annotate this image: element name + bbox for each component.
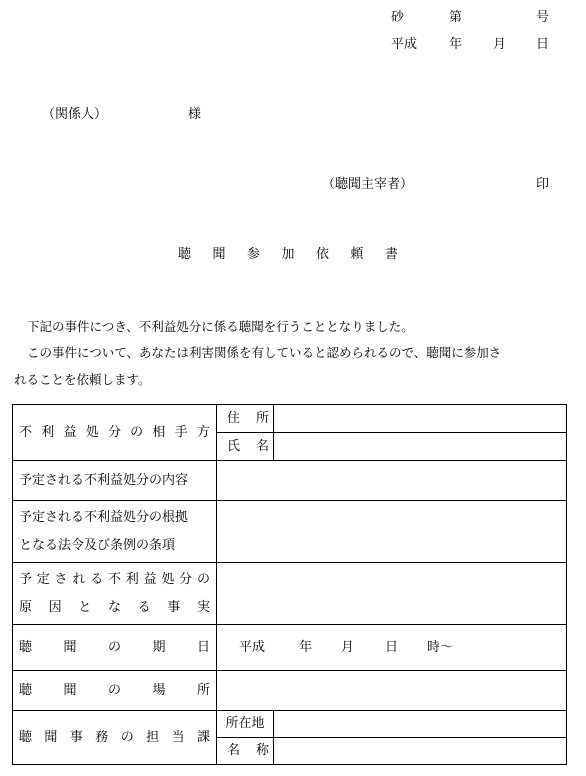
title-char: 参 [246,247,260,262]
label-char: の [130,424,144,440]
name-sublabel [217,433,274,461]
label-char: 担 [146,729,160,745]
label-char: の [120,729,134,745]
label-char: 聴 [19,729,33,745]
label-char: 聞 [63,682,77,698]
office-name-field[interactable] [274,738,567,765]
label-char: 不 [107,571,121,587]
body-paragraph-2-line-1: この事件について、あなたは利害関係を有していると認められるので、聴聞に参加さ [27,345,502,360]
label-char: 日 [196,639,210,655]
label-char: 方 [196,424,210,440]
hearing-date-time: 時～ [427,639,454,655]
label-char: 名 [255,438,269,454]
cause-facts-label [13,563,217,625]
sender-label: （聴聞主宰者） [322,177,414,192]
hearing-place-label [13,671,217,711]
table-row [13,501,567,563]
label-char: 所 [255,410,269,426]
label-char: る [137,599,151,615]
label-char: 分 [179,571,193,587]
cause-facts-field[interactable] [217,563,567,625]
label-char: 処 [85,424,99,440]
label-char: 当 [171,729,185,745]
label-char: れ [72,571,86,587]
title-char: 頼 [350,247,364,262]
hearing-date-label [13,625,217,671]
label-char: の [107,639,121,655]
number-prefix: 砂 [391,10,405,25]
legal-basis-field[interactable] [217,501,567,563]
date-day: 日 [536,37,550,52]
body-paragraph-2-line-2: れることを依頼します。 [14,372,151,387]
label-char: 利 [125,571,139,587]
label-char: 不 [19,424,33,440]
legal-basis-label-line-1: 予定される不利益処分の根拠 [19,509,189,525]
number-go: 号 [536,10,550,25]
label-char: 聞 [63,639,77,655]
body-paragraph-1: 下記の事件につき、不利益処分に係る聴聞を行うこととなりました。 [27,319,414,334]
hearing-date-field[interactable] [217,625,567,671]
title-char: 依 [315,247,329,262]
label-char: 処 [161,571,175,587]
table-row [13,711,567,738]
label-char: 事 [69,729,83,745]
hearing-date-year: 年 [299,639,313,655]
label-char: 称 [255,743,269,758]
label-char: 氏 [227,438,241,454]
label-char: 原 [19,599,33,615]
label-char: 予 [19,571,33,587]
respondent-name-field[interactable] [274,433,567,461]
label-char: と [78,599,92,615]
location-sublabel: 所在地 [217,711,274,738]
label-char: 利 [41,424,55,440]
label-char: の [196,571,210,587]
cause-facts-label-line-1 [13,566,216,594]
number-dai: 第 [449,10,463,25]
disposition-content-field[interactable] [217,461,567,501]
hearing-date-month: 月 [341,639,355,655]
label-char: 実 [196,599,210,615]
date-year: 年 [449,37,463,52]
hearing-date-era: 平成 [239,639,266,655]
label-char: 住 [227,410,241,426]
label-char: 名 [227,743,241,758]
label-char: 益 [63,424,77,440]
respondent-address-field[interactable] [274,405,567,433]
label-char: 定 [36,571,50,587]
disposition-content-label: 予定される不利益処分の内容 [13,461,217,501]
title-char: 加 [281,247,295,262]
date-era: 平成 [391,37,418,52]
label-char: の [107,682,121,698]
table-row [13,625,567,671]
cause-facts-label-line-2 [13,594,216,622]
title-char: 聴 [178,247,192,262]
label-char: 手 [174,424,188,440]
respondent-label [13,405,217,461]
title-char: 聞 [212,247,226,262]
document-title [178,247,398,263]
label-char: な [107,599,121,615]
label-char: 相 [152,424,166,440]
label-char: 因 [48,599,62,615]
label-char: 聞 [44,729,58,745]
hearing-date-day: 日 [385,639,399,655]
address-sublabel [217,405,274,433]
legal-basis-label-line-2: となる法令及び条例の条項 [19,537,176,553]
label-char: 聴 [19,639,33,655]
table-row [13,671,567,711]
label-char: 場 [152,682,166,698]
label-char: 務 [95,729,109,745]
label-char: 所 [196,682,210,698]
table-row [13,405,567,433]
label-char: 分 [107,424,121,440]
legal-basis-label [13,501,217,563]
hearing-place-field[interactable] [217,671,567,711]
label-char: 聴 [19,682,33,698]
office-label [13,711,217,765]
label-char: る [90,571,104,587]
label-char: 期 [152,639,166,655]
label-char: 課 [196,729,210,745]
office-location-field[interactable] [274,711,567,738]
office-name-sublabel [217,738,274,765]
table-row [13,563,567,625]
hearing-info-table [12,404,567,765]
date-month: 月 [493,37,507,52]
table-row [13,461,567,501]
seal-mark: 印 [536,177,550,192]
addressee-honorific: 様 [188,107,202,122]
title-char: 書 [384,247,398,262]
addressee-label: （関係人） [42,107,108,122]
label-char: さ [54,571,68,587]
label-char: 事 [167,599,181,615]
label-char: 益 [143,571,157,587]
